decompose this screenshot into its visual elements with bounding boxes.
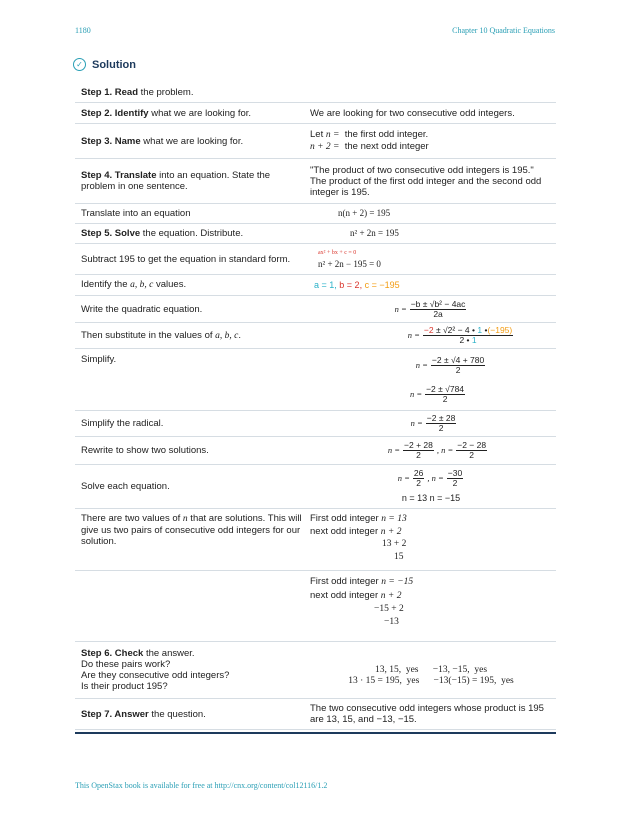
translate-row: Translate into an equation n(n + 2) = 195	[75, 204, 556, 224]
step-4-row: Step 4. Translate into an equation. State the problem in one sentence. "The product of two consecutive odd integers is 195." The product of the first odd integer and the second odd integer is 195.	[75, 159, 556, 204]
quadratic-formula-row: Write the quadratic equation. n = $\frac{\text{−b ± √b² − 4ac}}{2a}$	[75, 296, 556, 323]
simplify-row: Simplify. n = $\frac{-2 \pm √4 + 780}{2}$ n = $\frac{-2 \pm √784}{2}$	[75, 349, 556, 411]
check-circle-icon: ✓	[73, 58, 86, 71]
simplify-radical-row: Simplify the radical. n = $\frac{-2 \pm 28}{2}$	[75, 411, 556, 437]
substitute-row: Then substitute in the values of a, b, c. n = $\frac{\text{−2 ± √2² − 4 • 1 •(−195)}}{2 • 1}$	[75, 323, 556, 349]
pairs-row-1: There are two values of n that are solutions. This will give us two pairs of consecutive odd integers for our solution. First odd integer n = 13 next odd integer n + 2 13 + 2 15	[75, 509, 556, 571]
rewrite-row: Rewrite to show two solutions. n = $\frac{-2 + 28}{2}$ , n = $\frac{-2 - 28}{2}$	[75, 437, 556, 465]
identify-row: Identify the a, b, c values. a = 1, b = 2, c = −195	[75, 275, 556, 296]
solve-each-row: Solve each equation. n = $\frac{26}{2}$ , n = $\frac{-30}{2}$ n = 13 n = −15	[75, 465, 556, 509]
step-5-row: Step 5. Solve the equation. Distribute. n² + 2n = 195	[75, 224, 556, 244]
step-7-row: Step 7. Answer the question. The two consecutive odd integers whose product is 195 are 13, 15, and −13, −15.	[75, 699, 556, 730]
chapter-title: Chapter 10 Quadratic Equations	[452, 26, 555, 35]
solution-title: Solution	[92, 58, 136, 71]
subtract-row: Subtract 195 to get the equation in standard form. ax² + bx + c = 0 n² + 2n − 195 = 0	[75, 244, 556, 275]
step-6-row: Step 6. Check the answer. Do these pairs work? Are they consecutive odd integers? Is their product 195? 13, 15, yes −13, −15, yes 13 · 15 = 195, yes −13(−15) = 195, yes	[75, 642, 556, 699]
page-number: 1180	[75, 26, 91, 35]
page-header	[75, 26, 555, 35]
pairs-row-2: First odd integer n = −15 next odd integer n + 2 −15 + 2 −13	[75, 571, 556, 642]
step-1-row: Step 1. Read the problem.	[75, 82, 556, 103]
solution-table	[75, 82, 556, 730]
solution-heading	[73, 58, 136, 71]
footer-note: This OpenStax book is available for free at http://cnx.org/content/col12116/1.2	[75, 781, 328, 790]
step-3-row: Step 3. Name what we are looking for. Let n = the first odd integer. n + 2 = the next odd integer	[75, 124, 556, 159]
footer-rule	[75, 732, 556, 734]
step-2-row: Step 2. Identify what we are looking for. We are looking for two consecutive odd integers.	[75, 103, 556, 124]
